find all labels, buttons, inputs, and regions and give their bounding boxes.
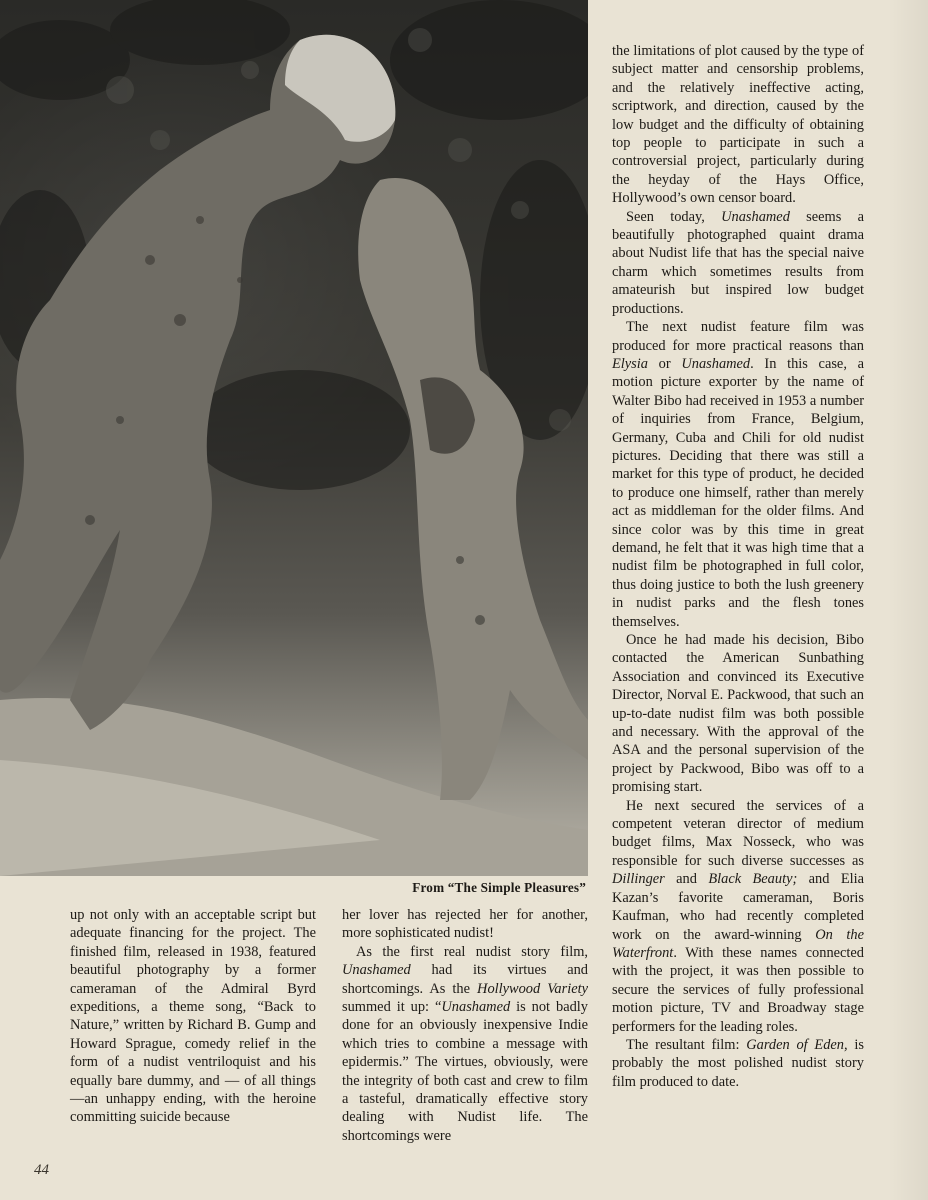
film-title: Unashamed [342, 962, 411, 979]
text-column-2 [342, 906, 588, 1145]
film-title: Elysia [612, 355, 648, 372]
photo-caption: From “The Simple Pleasures” [412, 880, 586, 895]
film-title: Dillinger [612, 871, 665, 888]
film-title: On the Waterfront [612, 926, 864, 961]
page-edge-shadow [888, 0, 928, 1200]
paragraph: the limitations of plot caused by the type of subject matter and censorship problems, and the relatively ineffective acting, scriptwork, and direction, caused by the low budget and the difficulty of obtaining top people to participate in such a controversial project, particularly during the heyday of the Hays Office, Hollywood’s own censor board. [612, 43, 864, 207]
film-title: Black Beauty; [708, 871, 798, 888]
paragraph: He next secured the services of a competent veteran director of medium budget films, Max Nosseck, who was responsible for such diverse successes as Dillinger and Black Beauty; and Elia Kazan’s favorite cameraman, Boris Kaufman, who had recently completed work on the award-winning On the Waterfront. With these names connected with the project, it was then possible to secure the services of fully professional motion picture, TV and Broadway stage performers for the leading roles. [612, 797, 864, 1035]
paragraph: The resultant film: Garden of Eden, is probably the most polished nudist story film produced to date. [612, 1036, 864, 1090]
page-number: 44 [34, 1162, 49, 1178]
paragraph: up not only with an acceptable script but adequate financing for the project. The finished film, released in 1938, featured beautiful photography by a former cameraman of the Admiral Byrd expeditions, a theme song, “Back to Nature,” written by Richard B. Gump and Howard Sprague, comedy relief in the form of a nudist ventriloquist and his equally bare dummy, and — of all things—an unhappy ending, with the heroine committing suicide because [70, 907, 316, 1126]
film-title: Unashamed [681, 355, 751, 372]
paragraph: her lover has rejected her for another, more sophisticated nudist! [342, 907, 588, 942]
photograph [0, 0, 588, 876]
paragraph: Once he had made his decision, Bibo contacted the American Sunbathing Association and convinced its Executive Director, Norval E. Packwood, that such an up-to-date nudist film was both possible and necessary. With the approval of the ASA and the personal supervision of the project by Packwood, Bibo was off to a promising start. [612, 632, 864, 796]
publication-title: Hollywood Variety [477, 980, 589, 997]
paragraph: The next nudist feature film was produced for more practical reasons than Elysia or Unashamed. In this case, a motion picture exporter by the name of Walter Bibo had received in 1953 a number of inquiries from France, Belgium, Germany, Cuba and Chili for old nudist pictures. Deciding that there was still a market for this type of product, he decided to produce one himself, rather than merely act as middleman for the older films. And since color was by this time in great demand, he felt that it was high time that a nudist film be photographed in full color, thus doing justice to both the lush greenery in nudist parks and the flesh tones themselves. [612, 319, 864, 630]
film-title: Unashamed [721, 208, 790, 225]
text-column-3 [612, 42, 864, 1091]
photograph-illustration [0, 0, 588, 876]
paragraph: Seen today, Unashamed seems a beautifully photographed quaint drama about Nudist life that has the special naive charm which sometimes results from amateurish but inspired low budget productions. [612, 208, 864, 317]
paragraph: As the first real nudist story film, Unashamed had its virtues and shortcomings. As the Hollywood Variety summed it up: “Unashamed is not badly done for an obviously inexpensive Indie which tries to combine a message with epidermis.” The virtues, obviously, were the integrity of both cast and crew to film a tasteful, dramatically effective story dealing with Nudist life. The shortcomings were [342, 943, 589, 1144]
text-column-1 [70, 906, 316, 1127]
film-title: Garden of Eden, [746, 1036, 848, 1053]
film-title: Unashamed [441, 999, 511, 1016]
